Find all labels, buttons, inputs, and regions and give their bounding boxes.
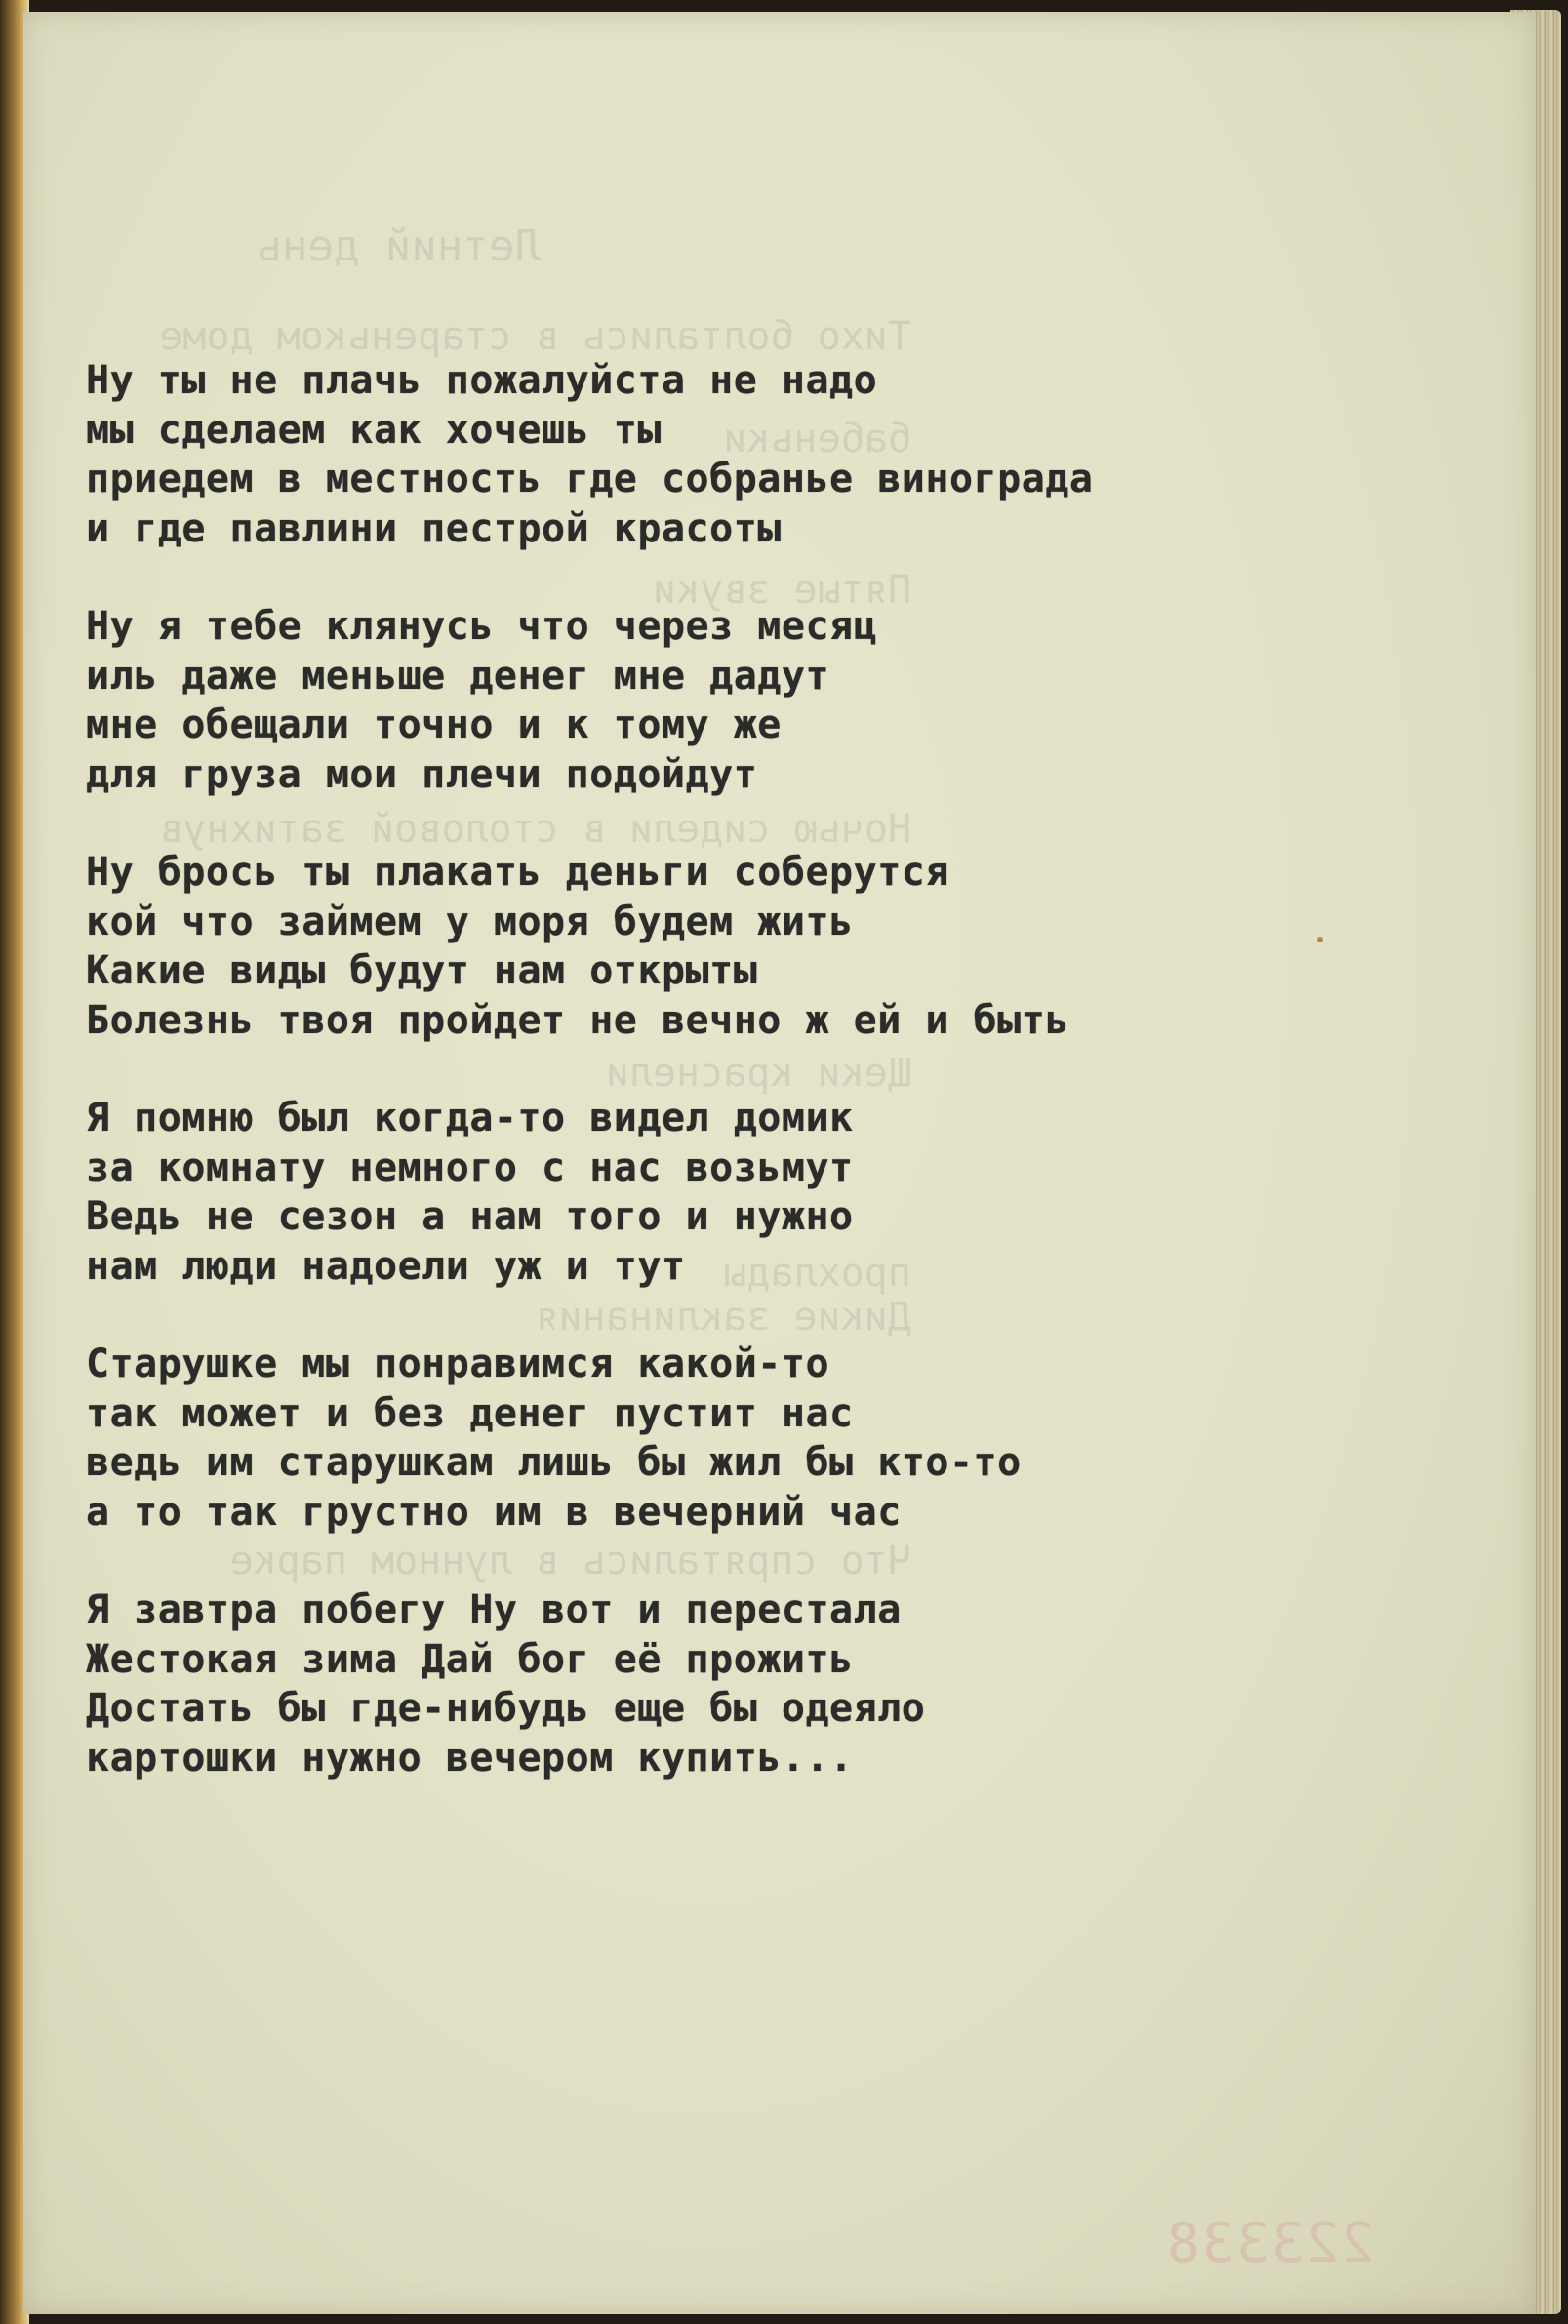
bleed-through-line: Ночью сидели в столовой затихнув [159, 807, 911, 852]
poem-line: Ну я тебе клянусь что через месяц [86, 604, 878, 649]
poem-line: для груза мои плечи подойдут [86, 751, 758, 797]
stanza [86, 602, 1491, 799]
poem-line: Болезнь твоя пройдет не вечно ж ей и быть [86, 997, 1069, 1043]
poem-line: Какие виды будут нам открыты [86, 948, 758, 993]
poem-line: Я помню был когда-то видел домик [86, 1096, 854, 1141]
poem-line: нам люди надоели уж и тут [86, 1243, 686, 1289]
poem-line: Старушке мы понравимся какой-то [86, 1342, 830, 1386]
archive-number-stamp: 223338 [1165, 2212, 1375, 2275]
poem-line: и где павлини пестрой красоты [86, 505, 782, 551]
stanza [86, 356, 1491, 553]
bleed-through-line: бабеньки [723, 417, 911, 461]
poem-line: мне обещали точно и к тому же [86, 702, 782, 747]
bleed-through-line: Дикие заклинания [535, 1295, 911, 1340]
poem-line: Достать бы где-нибудь еще бы одеяло [86, 1686, 926, 1731]
poem-line: мы сделаем как хочешь ты [86, 407, 662, 453]
bleed-through-title: Летний день [256, 221, 541, 271]
bleed-through-line: Щеки краснели [605, 1051, 911, 1096]
poem-line: так может и без денег пустит нас [86, 1390, 854, 1436]
poem-line: Жестокая зима Дай бог её прожить [86, 1636, 854, 1682]
stanza [86, 1094, 1491, 1291]
stanza [86, 1585, 1491, 1783]
poem-line: Ну ты не плачь пожалуйста не надо [86, 358, 878, 403]
poem-line: ведь им старушкам лишь бы жил бы кто-то [86, 1440, 1022, 1485]
poem-line: Ведь не сезон а нам того и нужно [86, 1194, 854, 1239]
poem-body [86, 356, 1491, 1831]
stanza [86, 1340, 1491, 1537]
bleed-through-line: Тихо болтались в стареньком доме [159, 314, 911, 359]
bleed-through-line: Что спрятались в лунном парке [229, 1539, 911, 1583]
poem-line: за комнату немного с нас возьмут [86, 1144, 854, 1190]
typewritten-page [23, 12, 1536, 2314]
poem-line: картошки нужно вечером купить... [86, 1735, 854, 1781]
paper-speck [1317, 937, 1323, 942]
poem-line: кой что займем у моря будем жить [86, 899, 854, 944]
bleed-through-line: Пятые звуки [653, 568, 911, 613]
poem-line: Ну брось ты плакать деньги соберутся [86, 850, 949, 895]
poem-line: Я завтра побегу Ну вот и перестала [86, 1587, 902, 1632]
poem-line: приедем в местность где собранье винограда [86, 457, 1094, 501]
stanza [86, 848, 1491, 1045]
bleed-through-line: прохлады [723, 1251, 911, 1296]
poem-line: а то так грустно им в вечерний час [86, 1489, 902, 1535]
poem-line: иль даже меньше денег мне дадут [86, 653, 830, 699]
